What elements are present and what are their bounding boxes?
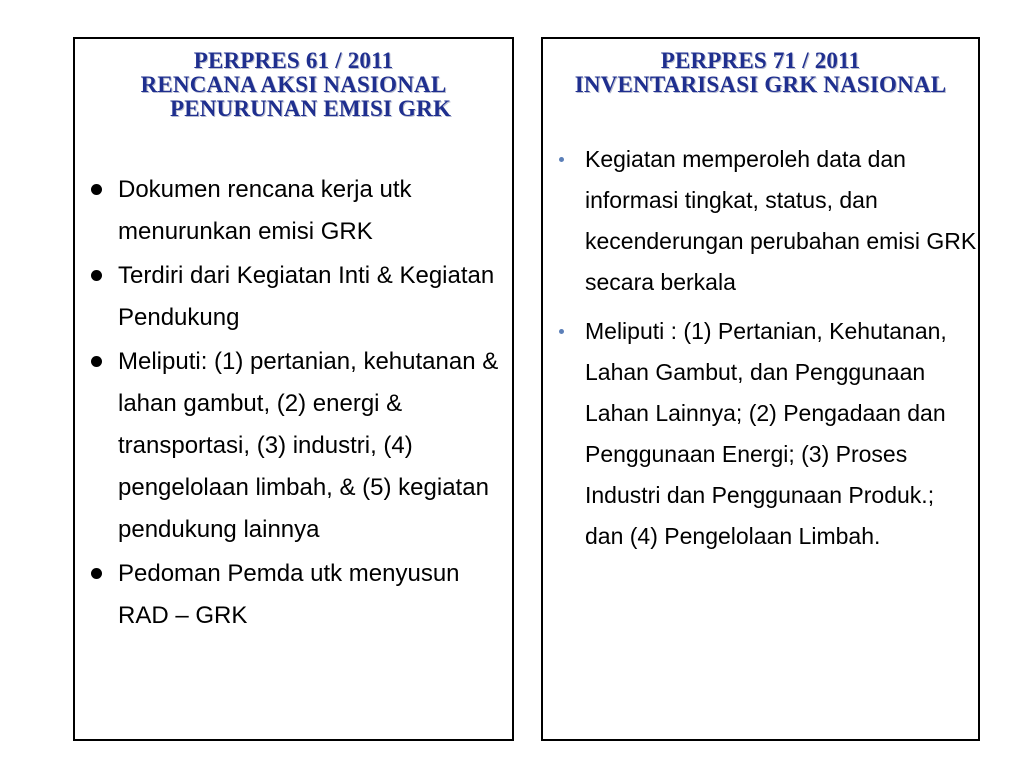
right-list-item-text: Kegiatan memperoleh data dan informasi tingkat, status, dan kecenderungan perubahan emisi GRK secara berkala: [585, 146, 977, 295]
left-list-item-text: Dokumen rencana kerja utk menurunkan emisi GRK: [118, 176, 412, 245]
left-panel-perpres-61: [73, 37, 514, 741]
left-list-item: [87, 553, 507, 637]
bullet-icon: [91, 568, 102, 579]
bullet-icon: [91, 270, 102, 281]
right-bullet-list: [557, 139, 977, 565]
bullet-icon: [91, 184, 102, 195]
left-list-item: [87, 341, 507, 551]
right-list-item: [557, 139, 977, 303]
left-list-item-text: Meliputi: (1) pertanian, kehutanan & lahan gambut, (2) energi & transportasi, (3) industri, (4) pengelolaan limbah, & (5) kegiatan pendukung lainnya: [118, 348, 499, 543]
left-heading-line-3: PENURUNAN EMISI GRK: [169, 96, 452, 121]
right-heading-line-1: PERPRES 71 / 2011: [660, 48, 861, 73]
left-heading-line-2: RENCANA AKSI NASIONAL: [140, 72, 447, 97]
left-panel-heading: [75, 49, 512, 121]
right-panel-perpres-71: [541, 37, 980, 741]
left-list-item: [87, 169, 507, 253]
left-list-item-text: Pedoman Pemda utk menyusun RAD – GRK: [118, 560, 460, 629]
left-heading-line-1: PERPRES 61 / 2011: [193, 48, 394, 73]
right-heading-line-2: INVENTARISASI GRK NASIONAL: [574, 72, 947, 97]
left-bullet-list: [87, 169, 507, 639]
right-list-item-text: Meliputi : (1) Pertanian, Kehutanan, Lahan Gambut, dan Penggunaan Lahan Lainnya; (2) Pengadaan dan Penggunaan Energi; (3) Proses Industri dan Penggunaan Produk.; dan (4) Pengelolaan Limbah.: [585, 318, 947, 549]
bullet-icon: [91, 356, 102, 367]
right-list-item: [557, 311, 977, 557]
right-panel-heading: [543, 49, 978, 97]
bullet-icon: [559, 329, 564, 334]
left-list-item: [87, 255, 507, 339]
bullet-icon: [559, 157, 564, 162]
left-list-item-text: Terdiri dari Kegiatan Inti & Kegiatan Pendukung: [118, 262, 495, 331]
